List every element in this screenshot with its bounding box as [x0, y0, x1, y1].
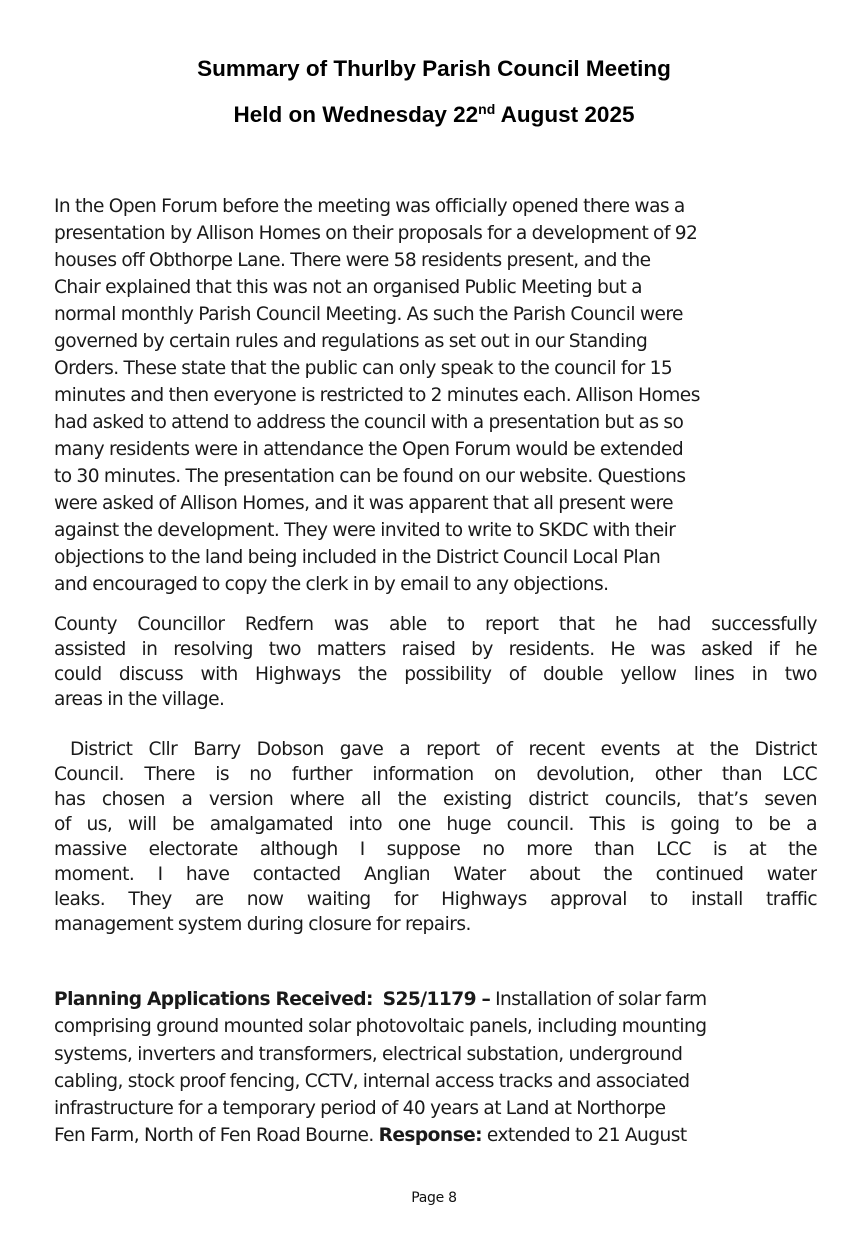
text-line: cabling, stock proof fencing, CCTV, internal access tracks and associated — [54, 1070, 690, 1092]
page-number: Page 8 — [411, 1190, 457, 1206]
text-line: massive electorate although I suppose no more than LCC is at the — [54, 839, 817, 860]
date-suffix: August 2025 — [495, 102, 635, 127]
text-line: were asked of Allison Homes, and it was apparent that all present were — [54, 493, 674, 514]
text-line: had asked to attend to address the council with a presentation but as so — [54, 412, 684, 433]
county-councillor-paragraph — [54, 612, 817, 712]
text-line: normal monthly Parish Council Meeting. As such the Parish Council were — [54, 304, 683, 325]
district-councillor-paragraph — [54, 737, 817, 937]
text-line: assisted in resolving two matters raised by residents. He was asked if he — [54, 639, 817, 660]
text-line: Chair explained that this was not an organised Public Meeting but a — [54, 277, 642, 298]
text-line: objections to the land being included in the District Council Local Plan — [54, 547, 661, 568]
text-line: management system during closure for repairs. — [54, 914, 471, 935]
text-line: Council. There is no further information on devolution, other than LCC — [54, 764, 817, 785]
date-prefix: Held on Wednesday 22 — [233, 102, 479, 127]
text-line: areas in the village. — [54, 689, 225, 710]
text-line: many residents were in attendance the Open Forum would be extended — [54, 439, 684, 460]
open-forum-paragraph — [54, 193, 817, 598]
response-text: extended to 21 August — [482, 1125, 687, 1147]
text-line: infrastructure for a temporary period of 40 years at Land at Northorpe — [54, 1098, 666, 1120]
text-line: moment. I have contacted Anglian Water about the continued water — [54, 864, 817, 885]
text-line: County Councillor Redfern was able to report that he had successfully — [54, 614, 817, 635]
text-line: has chosen a version where all the existing district councils, that’s seven — [54, 789, 817, 810]
text-line — [54, 986, 817, 1013]
text-line: District Cllr Barry Dobson gave a report of recent events at the District — [54, 739, 817, 760]
text-line: of us, will be amalgamated into one huge council. This is going to be a — [54, 814, 817, 835]
text-line: systems, inverters and transformers, electrical substation, underground — [54, 1043, 683, 1065]
text-line: Orders. These state that the public can only speak to the council for 15 — [54, 358, 673, 379]
text-line: houses off Obthorpe Lane. There were 58 residents present, and the — [54, 250, 651, 271]
text-line: comprising ground mounted solar photovoltaic panels, including mounting — [54, 1016, 707, 1038]
text-line: against the development. They were invited to write to SKDC with their — [54, 520, 676, 541]
response-label: Response: — [378, 1125, 483, 1147]
text-line: could discuss with Highways the possibility of double yellow lines in two — [54, 664, 817, 685]
planning-reference: S25/1179 – — [382, 989, 491, 1010]
text-line: presentation by Allison Homes on their proposals for a development of 92 — [54, 223, 698, 244]
date-ordinal: nd — [478, 101, 496, 117]
document-title: Summary of Thurlby Parish Council Meeting — [197, 56, 671, 81]
text-line: minutes and then everyone is restricted to 2 minutes each. Allison Homes — [54, 385, 700, 406]
text-line: governed by certain rules and regulations as set out in our Standing — [54, 331, 648, 352]
planning-description-start: Installation of solar farm — [490, 989, 707, 1010]
text-line — [54, 1122, 817, 1149]
text-line: to 30 minutes. The presentation can be found on our website. Questions — [54, 466, 686, 487]
planning-heading: Planning Applications Received: — [54, 989, 373, 1010]
planning-location-end: Fen Farm, North of Fen Road Bourne. — [54, 1125, 379, 1147]
text-line: leaks. They are now waiting for Highways approval to install traffic — [54, 889, 817, 910]
planning-applications-paragraph — [54, 986, 817, 1150]
text-line: In the Open Forum before the meeting was officially opened there was a — [54, 196, 685, 217]
text-line: and encouraged to copy the clerk in by email to any objections. — [54, 574, 609, 595]
meeting-date-heading — [0, 102, 868, 128]
